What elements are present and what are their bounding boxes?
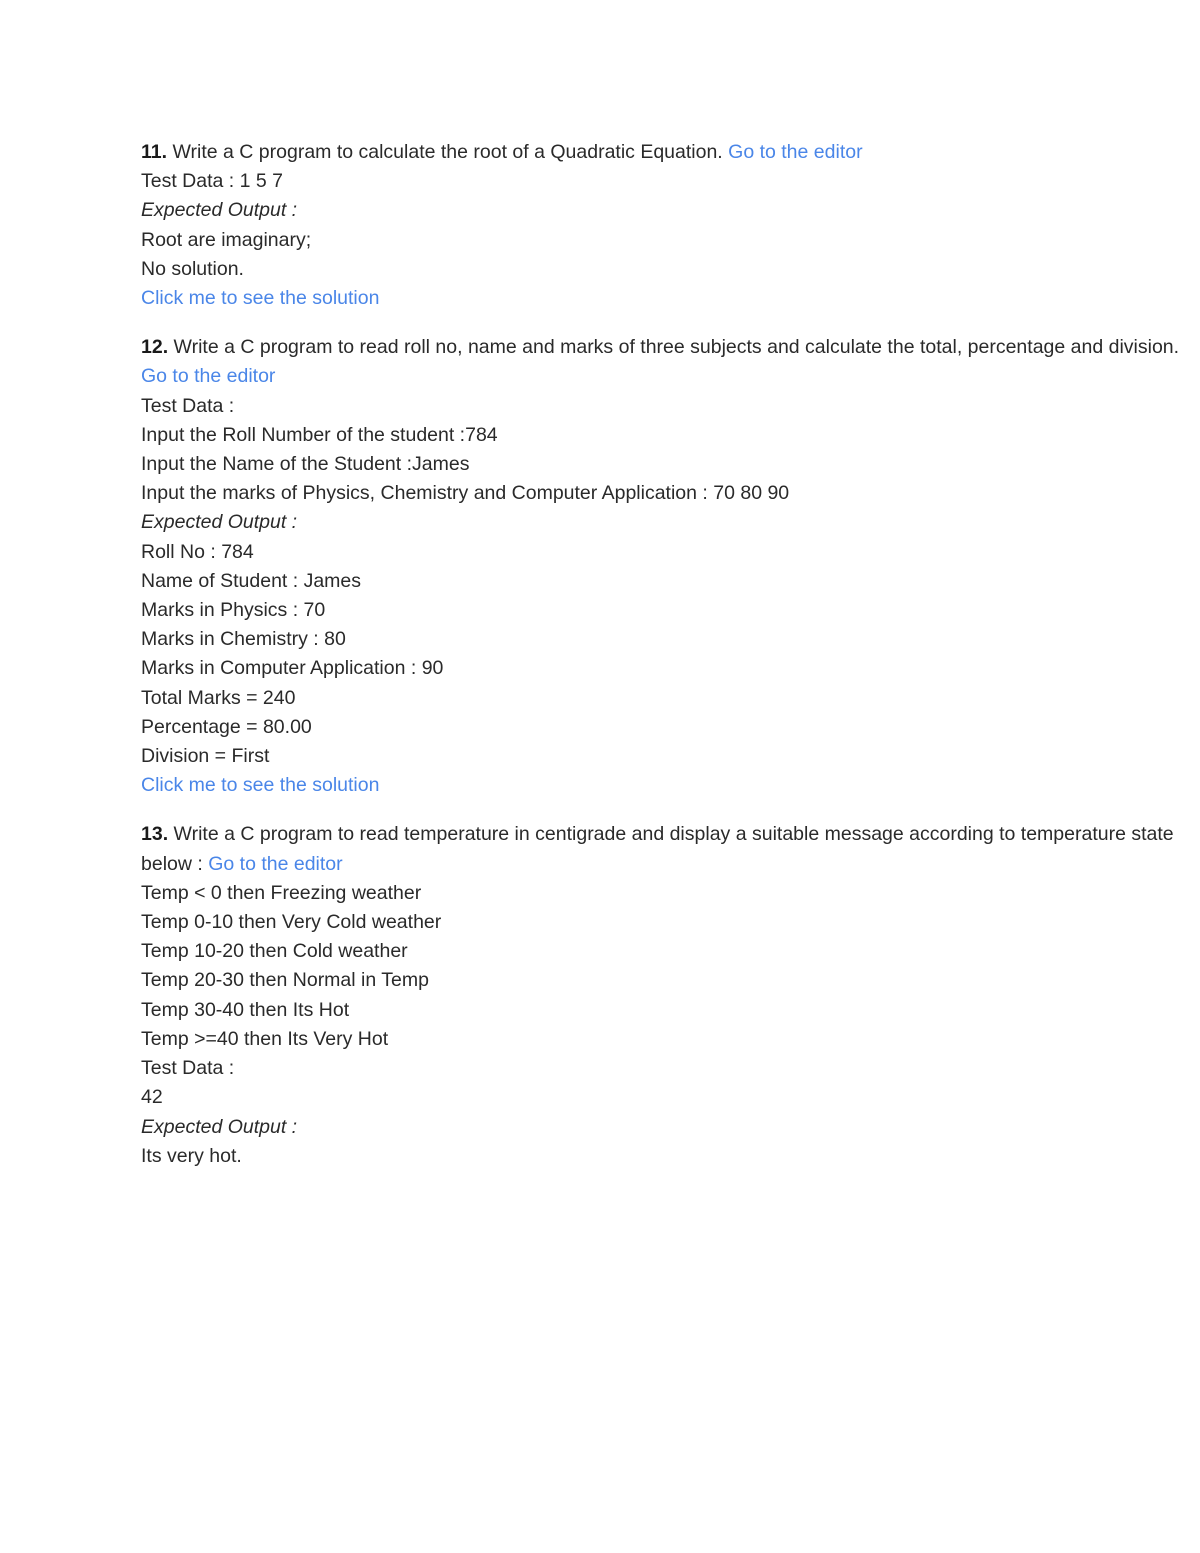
question-text: Write a C program to calculate the root of a Quadratic Equation. bbox=[172, 141, 723, 163]
output-line: No solution. bbox=[141, 257, 244, 280]
exercise-11-question bbox=[141, 138, 1200, 167]
see-solution-link[interactable]: Click me to see the solution bbox=[141, 287, 380, 310]
input-line: Input the marks of Physics, Chemistry and Computer Application : 70 80 90 bbox=[141, 482, 790, 505]
question-text: Write a C program to read roll no, name and marks of three subjects and calculate the total, percentage and division. bbox=[173, 336, 1180, 359]
exercise-number: 13. bbox=[141, 823, 169, 846]
output-line: Root are imaginary; bbox=[141, 228, 312, 251]
expected-output-label: Expected Output : bbox=[141, 1115, 298, 1138]
test-data-label: Test Data : bbox=[141, 394, 235, 417]
output-line: Name of Student : James bbox=[141, 569, 362, 592]
input-line: Input the Name of the Student :James bbox=[141, 453, 470, 476]
input-line: Input the Roll Number of the student :784 bbox=[141, 423, 498, 446]
test-data-line: Test Data : 1 5 7 bbox=[141, 170, 283, 193]
exercise-11 bbox=[141, 138, 1200, 313]
go-to-editor-link[interactable]: Go to the editor bbox=[208, 852, 343, 875]
exercise-number: 11. bbox=[141, 141, 168, 163]
question-text: Write a C program to read temperature in centigrade and display a suitable message according to temperature state below : bbox=[141, 823, 1174, 875]
output-line: Total Marks = 240 bbox=[141, 686, 296, 709]
condition-line: Temp >=40 then Its Very Hot bbox=[141, 1027, 389, 1050]
test-value: 42 bbox=[141, 1086, 163, 1109]
exercise-12 bbox=[141, 333, 1200, 800]
exercise-13 bbox=[141, 820, 1200, 1170]
output-line: Division = First bbox=[141, 745, 270, 768]
condition-line: Temp 0-10 then Very Cold weather bbox=[141, 911, 442, 934]
condition-line: Temp 20-30 then Normal in Temp bbox=[141, 969, 429, 992]
output-line: Marks in Physics : 70 bbox=[141, 599, 326, 622]
output-line: Its very hot. bbox=[141, 1144, 242, 1167]
go-to-editor-link[interactable]: Go to the editor bbox=[141, 365, 276, 388]
exercise-13-question bbox=[141, 820, 1200, 878]
exercise-12-question bbox=[141, 333, 1200, 391]
go-to-editor-link[interactable]: Go to the editor bbox=[728, 141, 863, 163]
condition-line: Temp < 0 then Freezing weather bbox=[141, 881, 422, 904]
expected-output-label: Expected Output : bbox=[141, 511, 298, 534]
output-line: Marks in Computer Application : 90 bbox=[141, 657, 444, 680]
test-data-label: Test Data : bbox=[141, 1057, 235, 1080]
document-page bbox=[141, 138, 1200, 1171]
output-line: Marks in Chemistry : 80 bbox=[141, 628, 346, 651]
see-solution-link[interactable]: Click me to see the solution bbox=[141, 774, 380, 797]
output-line: Percentage = 80.00 bbox=[141, 715, 312, 738]
expected-output-label: Expected Output : bbox=[141, 199, 298, 222]
condition-line: Temp 30-40 then Its Hot bbox=[141, 998, 350, 1021]
exercise-number: 12. bbox=[141, 336, 169, 359]
output-line: Roll No : 784 bbox=[141, 540, 254, 563]
condition-line: Temp 10-20 then Cold weather bbox=[141, 940, 408, 963]
